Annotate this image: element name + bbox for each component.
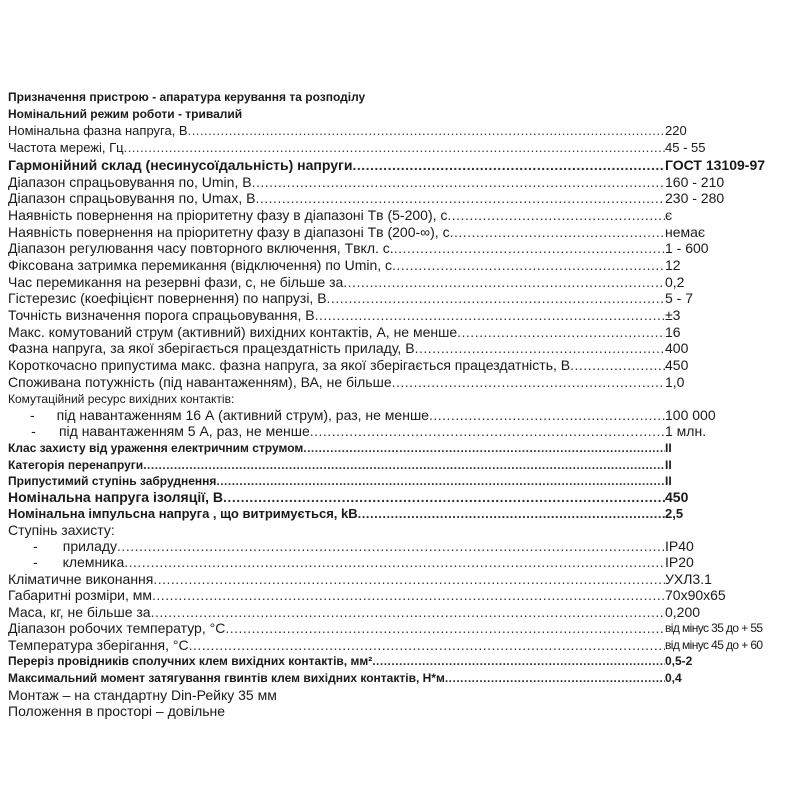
dot-leader (117, 538, 665, 554)
spec-label: Наявність повернення на пріоритетну фазу в діапазоні Tв (200-∞), с (8, 224, 450, 240)
spec-value: 16 (665, 324, 681, 340)
dot-leader (255, 190, 665, 206)
dot-leader (188, 123, 665, 139)
dot-leader (392, 374, 665, 390)
spec-label: Номінальна фазна напруга, В (8, 123, 188, 138)
dot-leader (252, 174, 665, 190)
dot-leader (447, 207, 665, 223)
spec-value: 220 (665, 123, 687, 138)
dot-leader (457, 324, 665, 340)
spec-row (8, 538, 665, 554)
spec-row (8, 257, 665, 273)
spec-label: Діапазон робочих температур, °С (8, 620, 226, 636)
spec-value: 70x90x65 (665, 587, 726, 603)
spec-row (8, 157, 665, 173)
spec-row (8, 207, 665, 223)
spec-row (8, 554, 665, 570)
spec-label: Номінальна імпульсна напруга , що витримується, kВ (8, 506, 358, 521)
spec-row (8, 174, 665, 190)
spec-value: 230 - 280 (665, 190, 725, 206)
spec-label: Комутаційний ресурс вихідних контактів: (8, 392, 235, 406)
spec-value: 450 (665, 357, 689, 373)
dot-leader (445, 670, 665, 686)
spec-value: 450 (665, 489, 689, 505)
dot-leader (372, 653, 665, 669)
dot-leader (152, 587, 665, 603)
spec-label: Кліматичне виконання (8, 571, 154, 587)
dot-leader (570, 357, 665, 373)
spec-label: Положення в просторі – довільне (8, 703, 226, 719)
spec-value: 1 - 600 (665, 240, 709, 256)
spec-row (8, 473, 665, 489)
spec-value: 0,4 (665, 671, 682, 685)
dot-leader (429, 407, 665, 423)
spec-value: 12 (665, 257, 681, 273)
spec-value: немає (665, 224, 706, 240)
spec-label: Частота мережі, Гц (8, 140, 124, 155)
dot-leader (327, 290, 665, 306)
dot-leader (153, 571, 665, 587)
spec-label: Точність визначення порога спрацьовування, В (8, 307, 315, 323)
dot-leader (310, 423, 665, 439)
dot-leader (124, 140, 665, 156)
spec-value: УХЛ3.1 (665, 571, 712, 587)
spec-value: 1,0 (665, 374, 685, 390)
spec-label: Номінальний режим роботи - тривалий (8, 107, 243, 121)
dot-leader (394, 240, 665, 256)
spec-label: Габаритні розміри, мм (8, 587, 153, 603)
spec-label: Короткочасно припустима макс. фазна напруга, за якої зберігається працездатність, В (8, 357, 571, 373)
list-dash: - (31, 423, 36, 439)
spec-value: 5 - 7 (665, 290, 694, 306)
spec-label: Гармонійний склад (несинусоїдальність) напруги (8, 157, 353, 173)
spec-label: Припустимий ступінь забруднення (8, 474, 217, 488)
spec-row (8, 374, 665, 390)
spec-label: Призначення пристрою - апаратура керування та розподілу (8, 90, 366, 104)
spec-row (8, 457, 665, 473)
spec-value: 100 000 (665, 407, 716, 423)
dot-leader (352, 157, 665, 173)
spec-row (8, 407, 665, 423)
spec-label: Монтаж – на стандартну Din-Рейку 35 мм (8, 687, 277, 703)
spec-value: 160 - 210 (665, 174, 725, 190)
dot-leader (358, 506, 665, 522)
spec-row (8, 653, 665, 669)
dot-leader (343, 274, 665, 290)
spec-row (8, 637, 665, 653)
spec-row (8, 123, 665, 139)
spec-label: Діапазон спрацьовування по, Umax, В (8, 190, 256, 206)
spec-row (8, 106, 788, 122)
dot-leader (450, 224, 665, 240)
spec-row (8, 506, 665, 522)
spec-row (8, 703, 788, 719)
spec-row (8, 620, 665, 636)
spec-row (8, 670, 665, 686)
spec-row (8, 240, 665, 256)
spec-row (8, 290, 665, 306)
spec-row (8, 604, 665, 620)
spec-value: від мінус 35 до + 55 (665, 621, 763, 635)
spec-label: Наявність повернення на пріоритетну фазу в діапазоні Tв (5-200), с (8, 207, 448, 223)
spec-row (8, 190, 665, 206)
spec-label: приладу (62, 538, 118, 554)
spec-label: під навантаженням 5 А, раз, не менше (58, 423, 310, 439)
spec-label: Макс. комутований струм (активний) вихідних контактів, А, не менше (8, 324, 458, 340)
spec-value: II (665, 441, 672, 455)
spec-row (8, 340, 665, 356)
spec-value: від мінус 45 до + 60 (665, 638, 763, 652)
spec-label: Споживана потужність (під навантаженням), ВА, не більше (8, 374, 392, 390)
spec-row (8, 489, 665, 505)
spec-label: під навантаженням 16 А (активний струм), раз, не менше (56, 407, 429, 423)
dot-leader (216, 473, 665, 489)
spec-label: Максимальний момент затягування гвинтів клем вихідних контактів, Н*м (8, 671, 445, 685)
dot-leader (124, 554, 665, 570)
spec-value: є (665, 207, 673, 223)
spec-label: Час перемикання на резервні фази, с, не більше за (8, 274, 344, 290)
spec-label: Переріз провідників сполучних клем вихідних контактів, мм² (8, 654, 373, 668)
spec-row (8, 587, 665, 603)
spec-value: 1 млн. (665, 423, 707, 439)
spec-row (8, 687, 788, 703)
spec-value: 0,2 (665, 274, 685, 290)
spec-row (8, 440, 665, 456)
spec-label: клемника (62, 554, 125, 570)
dot-leader (223, 489, 665, 505)
dot-leader (143, 457, 665, 473)
spec-label: Фіксована затримка перемикання (відключення) по Umin, с (8, 257, 393, 273)
spec-label: Гістерезис (коефіцієнт повернення) по напрузі, В (8, 290, 327, 306)
spec-value: 400 (665, 340, 689, 356)
spec-value: 0,5-2 (665, 654, 693, 668)
spec-value: 2,5 (665, 506, 684, 521)
spec-row (8, 274, 665, 290)
spec-row (8, 324, 665, 340)
spec-label: Клас захисту від ураження електричним струмом (8, 441, 304, 455)
spec-value: 0,200 (665, 604, 701, 620)
spec-row (8, 391, 788, 407)
dot-leader (315, 307, 665, 323)
spec-row (8, 89, 788, 105)
spec-row (8, 307, 665, 323)
spec-value: ±3 (665, 307, 681, 323)
spec-row (8, 224, 665, 240)
dot-leader (415, 340, 665, 356)
spec-label: Фазна напруга, за якої зберігається працездатність приладу, В (8, 340, 415, 356)
spec-label: Температура зберігання, °С (8, 637, 189, 653)
dot-leader (189, 637, 665, 653)
spec-value: IP20 (665, 554, 694, 570)
spec-row (8, 423, 665, 439)
spec-label: Діапазон спрацьовування по, Umin, В (8, 174, 252, 190)
dot-leader (225, 620, 665, 636)
list-dash: - (30, 407, 35, 423)
dot-leader (392, 257, 665, 273)
spec-value: IP40 (665, 538, 694, 554)
spec-value: 45 - 55 (665, 140, 706, 155)
dot-leader (303, 440, 665, 456)
dot-leader (151, 604, 665, 620)
spec-label: Маса, кг, не більше за (8, 604, 151, 620)
spec-row (8, 571, 665, 587)
spec-label: Ступінь захисту: (8, 522, 115, 538)
spec-label: Діапазон регулювання часу повторного включення, Tвкл. с. (8, 240, 394, 256)
spec-row (8, 522, 788, 538)
spec-value: II (665, 474, 672, 488)
spec-row (8, 357, 665, 373)
spec-value: ГОСТ 13109-97 (665, 157, 766, 173)
spec-value: II (665, 458, 672, 472)
spec-row (8, 140, 665, 156)
spec-label: Категорія перенапруги (8, 458, 144, 472)
list-dash: - (33, 538, 38, 554)
spec-label: Номінальна напруга ізоляції, В (8, 489, 224, 505)
list-dash: - (32, 554, 38, 570)
